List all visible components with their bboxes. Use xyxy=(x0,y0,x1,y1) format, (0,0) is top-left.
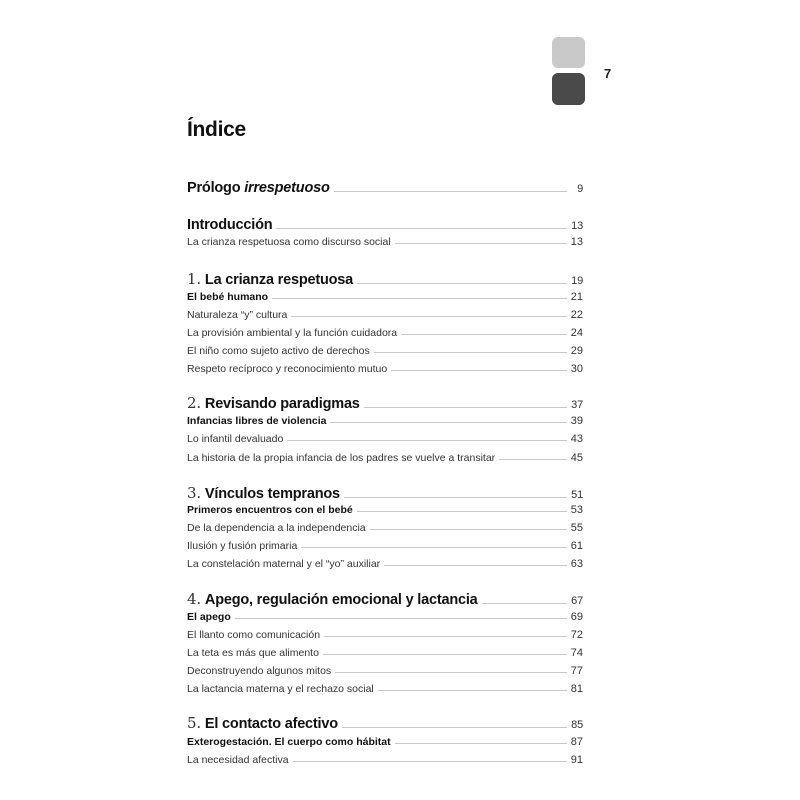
toc-entry-title xyxy=(187,452,495,464)
toc-entry-text: La necesidad afectiva xyxy=(187,754,289,766)
toc-page-number: 69 xyxy=(570,611,583,623)
toc-entry-title xyxy=(187,484,340,502)
toc-section-entry xyxy=(187,611,583,623)
dot-leader xyxy=(272,298,567,299)
toc-entry-title xyxy=(187,540,297,552)
toc-entry-text: Prólogo xyxy=(187,180,245,196)
toc-page-number: 24 xyxy=(570,327,583,339)
toc-entry-text: Vínculos tempranos xyxy=(204,486,340,502)
toc-entry-text: La teta es más que alimento xyxy=(187,647,319,659)
dot-leader xyxy=(482,603,567,604)
toc-page-number: 81 xyxy=(570,683,583,695)
section-tab-light xyxy=(552,37,585,68)
toc-page-number: 67 xyxy=(571,595,583,607)
toc-entry-text: Ilusión y fusión primaria xyxy=(187,540,298,552)
toc-subsection-entry xyxy=(187,558,583,570)
toc-entry-text: Deconstruyendo algunos mitos xyxy=(187,665,332,677)
toc-subsection-entry xyxy=(187,309,583,321)
toc-entry-text: La crianza respetuosa como discurso social xyxy=(187,236,391,248)
dot-leader xyxy=(364,407,567,408)
dot-leader xyxy=(301,547,566,548)
toc-page-number: 43 xyxy=(570,433,583,445)
toc-page-number: 22 xyxy=(570,309,583,321)
toc-section-entry xyxy=(187,291,583,303)
toc-page-number: 85 xyxy=(571,719,583,731)
dot-leader xyxy=(276,228,567,229)
dot-leader xyxy=(235,618,567,619)
toc-entry-title xyxy=(187,611,231,623)
dot-leader xyxy=(395,243,567,244)
toc-subsection-entry xyxy=(187,327,583,339)
toc-page-number: 13 xyxy=(571,220,583,232)
dot-leader xyxy=(395,743,567,744)
toc-subsection-entry xyxy=(187,683,583,695)
page-number: 7 xyxy=(604,66,612,81)
toc-page-number: 30 xyxy=(570,363,583,375)
toc-entry-title xyxy=(187,327,397,339)
dot-leader xyxy=(291,316,566,317)
toc-page-number: 77 xyxy=(570,665,583,677)
dot-leader xyxy=(374,352,567,353)
toc-page-number: 39 xyxy=(570,415,583,427)
dot-leader xyxy=(323,654,567,655)
toc-page-number: 19 xyxy=(571,275,583,287)
chapter-number: 3. xyxy=(187,484,201,502)
dot-leader xyxy=(293,761,567,762)
toc-entry-title xyxy=(187,270,353,288)
toc-chapter-entry xyxy=(187,180,583,196)
toc-subsection-entry xyxy=(187,236,583,248)
page-title: Índice xyxy=(187,118,246,141)
toc-entry-text: El llanto como comunicación xyxy=(187,629,321,641)
toc-entry-text: Respeto recíproco y reconocimiento mutuo xyxy=(187,363,388,375)
toc-page-number: 37 xyxy=(571,399,583,411)
toc-page-number: 87 xyxy=(570,736,583,748)
toc-page-number: 91 xyxy=(570,754,583,766)
toc-subsection-entry xyxy=(187,754,583,766)
dot-leader xyxy=(287,440,566,441)
dot-leader xyxy=(357,511,567,512)
toc-section-entry xyxy=(187,736,583,748)
toc-page-number: 21 xyxy=(570,291,583,303)
toc-entry-title xyxy=(187,180,330,196)
toc-entry-text: Naturaleza “y” cultura xyxy=(187,309,288,321)
toc-chapter-entry xyxy=(187,217,583,233)
dot-leader xyxy=(335,672,567,673)
toc-chapter-entry xyxy=(187,394,583,412)
toc-subsection-entry xyxy=(187,345,583,357)
dot-leader xyxy=(384,565,567,566)
dot-leader xyxy=(391,370,567,371)
toc-entry-emphasis: irrespetuoso xyxy=(244,180,330,196)
toc-entry-title xyxy=(187,236,391,248)
toc-entry-title xyxy=(187,590,478,608)
toc-entry-title xyxy=(187,647,319,659)
toc-entry-text: Exterogestación. El cuerpo como hábitat xyxy=(187,736,391,748)
dot-leader xyxy=(344,497,567,498)
toc-subsection-entry xyxy=(187,629,583,641)
toc-entry-title xyxy=(187,736,391,748)
toc-page-number: 13 xyxy=(570,236,583,248)
section-tab-dark xyxy=(552,73,585,105)
toc-entry-text: De la dependencia a la independencia xyxy=(187,522,366,534)
toc-entry-title xyxy=(187,291,268,303)
toc-page-number: 61 xyxy=(570,540,583,552)
toc-entry-text: El niño como sujeto activo de derechos xyxy=(187,345,370,357)
toc-page-number: 53 xyxy=(570,504,583,516)
toc-chapter-entry xyxy=(187,484,583,502)
toc-subsection-entry xyxy=(187,522,583,534)
toc-entry-text: Apego, regulación emocional y lactancia xyxy=(204,592,478,608)
toc-entry-title xyxy=(187,683,374,695)
toc-entry-title xyxy=(187,522,366,534)
toc-subsection-entry xyxy=(187,647,583,659)
toc-subsection-entry xyxy=(187,452,583,464)
dot-leader xyxy=(401,334,567,335)
toc-page-number: 9 xyxy=(577,183,583,195)
toc-entry-text: La constelación maternal y el “yo” auxiliar xyxy=(187,558,381,570)
toc-subsection-entry xyxy=(187,540,583,552)
toc-entry-text: Introducción xyxy=(187,217,273,233)
toc-entry-title xyxy=(187,629,320,641)
toc-entry-text: Lo infantil devaluado xyxy=(187,433,284,445)
dot-leader xyxy=(330,422,566,423)
toc-subsection-entry xyxy=(187,433,583,445)
toc-entry-title xyxy=(187,433,283,445)
toc-entry-title xyxy=(187,309,287,321)
toc-entry-title xyxy=(187,665,331,677)
toc-page-number: 74 xyxy=(570,647,583,659)
toc-entry-text: La historia de la propia infancia de los padres se vuelve a transitar xyxy=(187,452,496,464)
toc-subsection-entry xyxy=(187,665,583,677)
dot-leader xyxy=(370,529,567,530)
toc-entry-title xyxy=(187,345,370,357)
toc-chapter-entry xyxy=(187,590,583,608)
toc-entry-text: El contacto afectivo xyxy=(204,716,338,732)
dot-leader xyxy=(334,191,567,192)
toc-page-number: 45 xyxy=(570,452,583,464)
toc-entry-text: Revisando paradigmas xyxy=(204,396,360,412)
toc-entry-title xyxy=(187,754,289,766)
chapter-number: 2. xyxy=(187,394,201,412)
toc-entry-title xyxy=(187,217,272,233)
dot-leader xyxy=(499,459,567,460)
toc-entry-title xyxy=(187,714,338,732)
toc-entry-text: El apego xyxy=(187,611,231,623)
toc-entry-text: La lactancia materna y el rechazo social xyxy=(187,683,374,695)
chapter-number: 1. xyxy=(187,270,201,288)
toc-entry-title xyxy=(187,363,387,375)
toc-chapter-entry xyxy=(187,270,583,288)
toc-page-number: 72 xyxy=(570,629,583,641)
toc-section-entry xyxy=(187,504,583,516)
chapter-number: 4. xyxy=(187,590,201,608)
toc-section-entry xyxy=(187,415,583,427)
toc-chapter-entry xyxy=(187,714,583,732)
toc-entry-title xyxy=(187,504,353,516)
toc-page-number: 63 xyxy=(570,558,583,570)
toc-entry-text: El bebé humano xyxy=(187,291,269,303)
chapter-number: 5. xyxy=(187,714,201,732)
dot-leader xyxy=(357,283,567,284)
toc-entry-text: La provisión ambiental y la función cuidadora xyxy=(187,327,398,339)
toc-page-number: 51 xyxy=(571,489,583,501)
toc-entry-text: Primeros encuentros con el bebé xyxy=(187,504,353,516)
toc-subsection-entry xyxy=(187,363,583,375)
toc-entry-title xyxy=(187,415,326,427)
toc-entry-title xyxy=(187,394,360,412)
toc-page-number: 29 xyxy=(570,345,583,357)
toc-entry-title xyxy=(187,558,380,570)
toc-entry-text: La crianza respetuosa xyxy=(204,272,354,288)
toc-page-number: 55 xyxy=(570,522,583,534)
dot-leader xyxy=(342,727,567,728)
dot-leader xyxy=(378,690,567,691)
toc-entry-text: Infancias libres de violencia xyxy=(187,415,327,427)
dot-leader xyxy=(324,636,567,637)
